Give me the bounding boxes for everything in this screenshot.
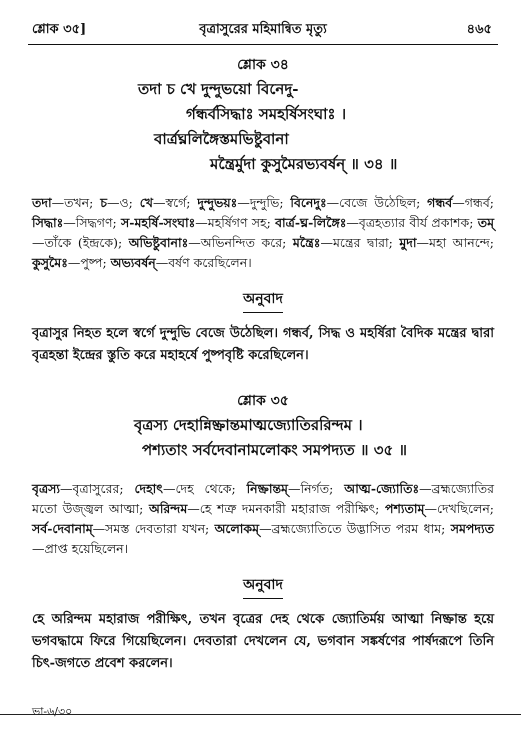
synonym-term: বিনেদুঃ [290,195,327,210]
page [28,20,498,720]
verse-35-line-2: পশ্যতাং সর্বদেবানামলোকং সমপদ্যত ॥ ৩৫ ॥ [142,441,407,459]
synonym-meaning: ও; [119,195,140,210]
synonym-meaning: দুন্দুভি; [249,195,291,210]
synonym-meaning: তাঁকে (ইন্দ্রকে); [44,235,129,250]
synonym-term: দেহাৎ [134,481,163,496]
synonym-term: আত্ম-জ্যোতিঃ [344,481,420,496]
verse-34-synonyms: তদা—তখন; চ—ও; খে—স্বর্গে; দুন্দুভয়ঃ—দুন্দুভি; বিনেদুঃ—বেজে উঠেছিল; গন্ধর্ব—গন্ধর্ব; সিদ্ধাঃ—সিদ্ধগণ; স-মহর্ষি-সংঘাঃ—মহর্ষিগণ সহ; বার্ত্র-ঘ্ন-লিঙ্গৈঃ—বৃত্রহত্যার বীর্য প্রকাশক; তম্—তাঁকে (ইন্দ্রকে); অভিষ্টুবানাঃ—অভিনন্দিত করে; মন্ত্রৈঃ—মন্ত্রের দ্বারা; মুদা—মহা আনন্দে; কুসুমৈঃ—পুষ্প; অভ্যবর্ষন্—বর্ষণ করেছিলেন। [32,195,495,270]
synonym-term: গন্ধর্ব [427,195,453,210]
synonym-meaning: গন্ধর্ব; [464,195,494,210]
synonym-meaning: বেজে উঠেছিল; [339,195,428,210]
translation-heading: অনুবাদ [243,287,283,313]
synonym-meaning: ব্রহ্মজ্যোতিতে উদ্ভাসিত পরম ধাম; [271,521,451,536]
synonym-meaning: প্রাপ্ত হয়েছিলেন। [44,541,129,556]
header-verse-ref: শ্লোক ৩৫] [32,22,87,37]
verse-34-sanskrit [28,77,498,177]
synonym-meaning: পুষ্প; [80,255,111,270]
synonym-meaning: বর্ষণ করেছিলেন। [168,255,252,270]
synonym-meaning: ব্রহ্মজ্যোতির মতো উজ্জ্বল আত্মা; [32,481,495,516]
header-rule [28,44,498,45]
synonym-meaning: মহা আনন্দে; [429,235,494,250]
synonym-term: পশ্যতাম্ [385,501,425,516]
synonym-term: অভিষ্টুবানাঃ [128,235,189,250]
synonym-term: কুসুমৈঃ [32,255,68,270]
synonym-meaning: মহর্ষিগণ সহ; [207,215,276,230]
verse-34-line-1: তদা চ খে দুন্দুভয়ো বিনেদু- [138,80,299,98]
synonym-term: দুন্দুভয়ঃ [197,195,238,210]
synonym-meaning: নির্গত; [300,481,345,496]
verse-34-line-3: বার্ত্রঘ্নলিঙ্গৈস্তমভিষ্টুবানা [154,130,289,148]
synonym-meaning: অভিনন্দিত করে; [200,235,293,250]
verse-35-synonyms: বৃত্রস্য—বৃত্রাসুরের; দেহাৎ—দেহ থেকে; নিষ্ক্রান্তম্—নির্গত; আত্ম-জ্যোতিঃ—ব্রহ্মজ্যোতির মতো উজ্জ্বল আত্মা; অরিন্দম—হে শত্রু দমনকারী মহারাজ পরীক্ষিৎ; পশ্যতাম্—দেখছিলেন; সর্ব-দেবানাম্—সমস্ত দেবতারা যখন; অলোকম্—ব্রহ্মজ্যোতিতে উদ্ভাসিত পরম ধাম; সমপদ্যত—প্রাপ্ত হয়েছিলেন। [32,481,495,556]
synonym-term: বৃত্রস্য [32,481,61,496]
synonym-meaning: হে শত্রু দমনকারী মহারাজ পরীক্ষিৎ; [199,501,386,516]
synonym-term: তদা [32,195,52,210]
synonym-meaning: সিদ্ধগণ; [75,215,122,230]
synonym-term: সিদ্ধাঃ [32,215,64,230]
verse-35-line-1: বৃত্রস্য দেহান্নিষ্ক্রান্তমাত্মজ্যোতিররিন্দম । [134,416,363,434]
verse-35-sanskrit [28,413,498,463]
verse-35-translation-title [28,573,498,599]
synonym-term: সর্ব-দেবানাম্ [32,521,93,536]
footer-signature: ভা-৬/৩০ [32,705,73,718]
synonym-meaning: মন্ত্রের দ্বারা; [332,235,400,250]
synonym-meaning: সমস্ত দেবতারা যখন; [105,521,215,536]
synonym-term: অভ্যবর্ষন্ [110,255,156,270]
verse-35-translation: হে অরিন্দম মহারাজ পরীক্ষিৎ, তখন বৃত্রের দেহ থেকে জ্যোতির্ময় আত্মা নিষ্ক্রান্ত হয়ে ভগবদ্ধামে ফিরে গিয়েছিলেন। দেবতারা দেখলেন যে, ভগবান সঙ্কর্ষণের পার্ষদরূপে তিনি চিৎ-জগতে প্রবেশ করলেন। [32,612,494,671]
header-chapter-title: বৃত্রাসুরের মহিমান্বিত মৃত্যু [199,22,327,37]
synonym-term: সমপদ্যত [450,521,494,536]
synonym-term: চ [100,195,107,210]
synonym-term: অলোকম্ [214,521,260,536]
synonym-term: অরিন্দম [149,501,188,516]
synonym-meaning: বৃত্রহত্যার বীর্য প্রকাশক; [358,215,478,230]
header-page-number: ৪৬৫ [466,22,492,37]
verse-34-line-4: মন্ত্রৈর্মুদা কুসুমৈরভ্যবর্ষন্ ॥ ৩৪ ॥ [210,155,398,173]
bottom-rule [0,714,521,715]
verse-34-translation: বৃত্রাসুর নিহত হলে স্বর্গে দুন্দুভি বেজে উঠেছিল। গন্ধর্ব, সিদ্ধ ও মহর্ষিরা বৈদিক মন্ত্রের দ্বারা বৃত্রহন্তা ইন্দ্রের স্তুতি করে মহাহর্ষে পুষ্পবৃষ্টি করেছিলেন। [32,326,494,363]
synonym-term: মুদা [399,235,417,250]
translation-heading: অনুবাদ [243,573,283,599]
synonym-meaning: স্বর্গে; [165,195,198,210]
synonym-meaning: দেহ থেকে; [175,481,247,496]
synonym-meaning: বৃত্রাসুরের; [72,481,135,496]
verse-34-line-2: র্গন্ধর্বসিদ্ধাঃ সমহর্ষিসংঘাঃ । [186,105,347,123]
verse-34-translation-title [28,287,498,313]
running-header [28,20,498,42]
synonym-term: তম্ [477,215,495,230]
synonym-term: স-মহর্ষি-সংঘাঃ [121,215,196,230]
synonym-term: মন্ত্রৈঃ [292,235,321,250]
synonym-term: খে [139,195,153,210]
synonym-term: নিষ্ক্রান্তম্ [246,481,288,496]
synonym-term: বার্ত্র-ঘ্ন-লিঙ্গৈঃ [275,215,347,230]
verse-34-number: শ্লোক ৩৪ [237,57,289,73]
synonym-meaning: দেখছিলেন; [436,501,494,516]
synonym-meaning: তখন; [64,195,101,210]
verse-35-number: শ্লোক ৩৫ [237,393,289,409]
